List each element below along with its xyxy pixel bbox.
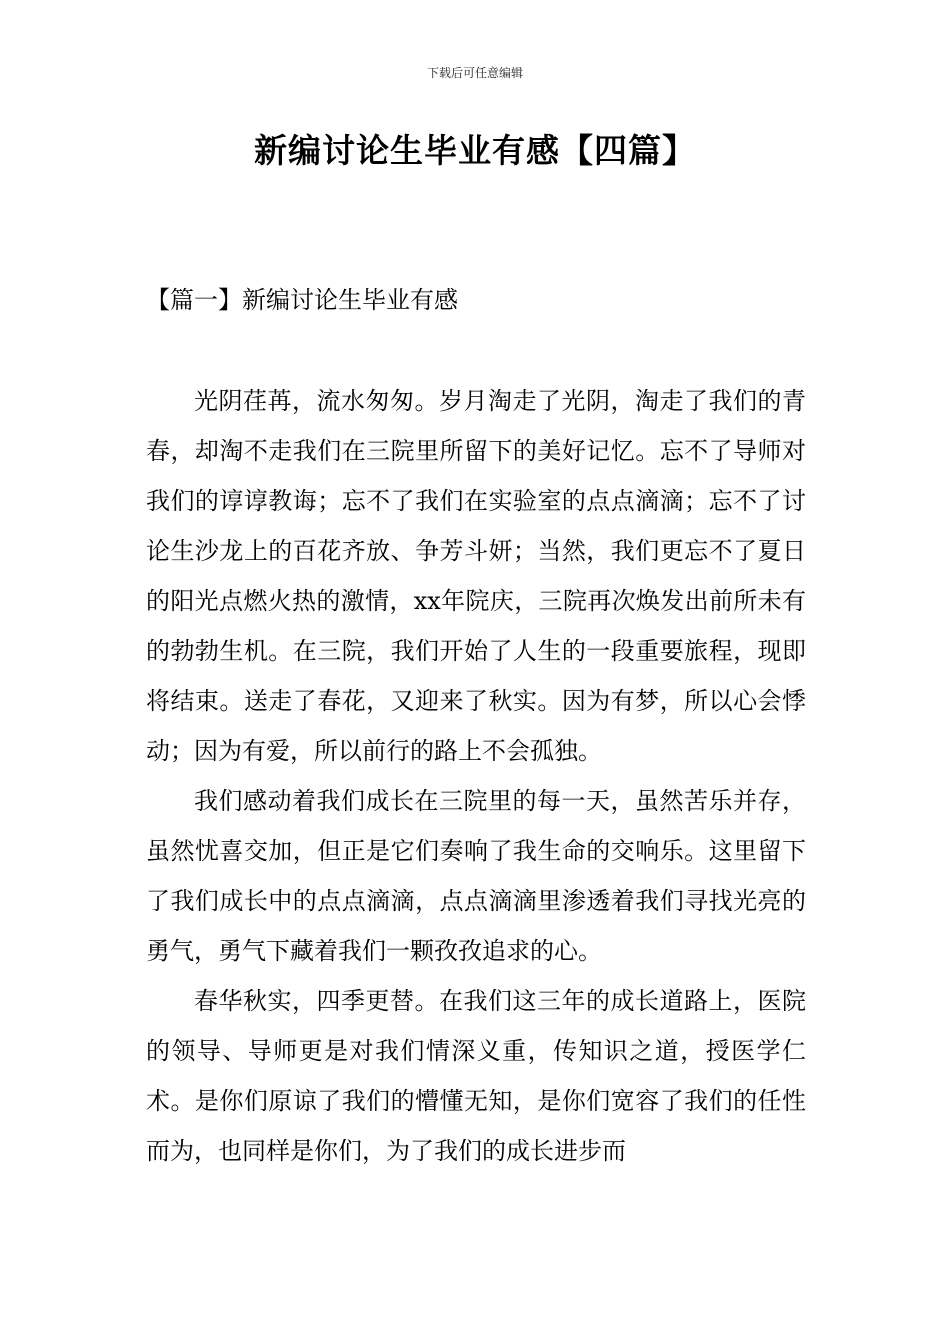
page-title: 新编讨论生毕业有感【四篇】 — [254, 131, 696, 170]
section-heading: 【篇一】新编讨论生毕业有感 — [146, 286, 458, 314]
header-note: 下载后可任意编辑 — [426, 66, 523, 80]
paragraph-2: 我们感动着我们成长在三院里的每一天，虽然苦乐并存，虽然忧喜交加，但正是它们奏响了我生命的交响乐。这里留下了我们成长中的点点滴滴，点点滴滴里渗透着我们寻找光亮的勇气，勇气下藏着我们一颗孜孜追求的心。 — [146, 787, 806, 965]
paragraph-1: 光阴荏苒，流水匆匆。岁月淘走了光阴，淘走了我们的青春，却淘不走我们在三院里所留下的美好记忆。忘不了导师对我们的谆谆教诲；忘不了我们在实验室的点点滴滴；忘不了讨论生沙龙上的百花齐放、争芳斗妍；当然，我们更忘不了夏日的阳光点燃火热的激情，xx年院庆，三院再次焕发出前所未有的勃勃生机。在三院，我们开始了人生的一段重要旅程，现即将结束。送走了春花，又迎来了秋实。因为有梦，所以心会悸动；因为有爱，所以前行的路上不会孤独。 — [146, 387, 806, 765]
paragraph-3: 春华秋实，四季更替。在我们这三年的成长道路上，医院的领导、导师更是对我们情深义重，传知识之道，授医学仁术。是你们原谅了我们的懵懂无知，是你们宽容了我们的任性而为，也同样是你们，为了我们的成长进步而 — [146, 987, 806, 1165]
body-text — [146, 376, 806, 1176]
